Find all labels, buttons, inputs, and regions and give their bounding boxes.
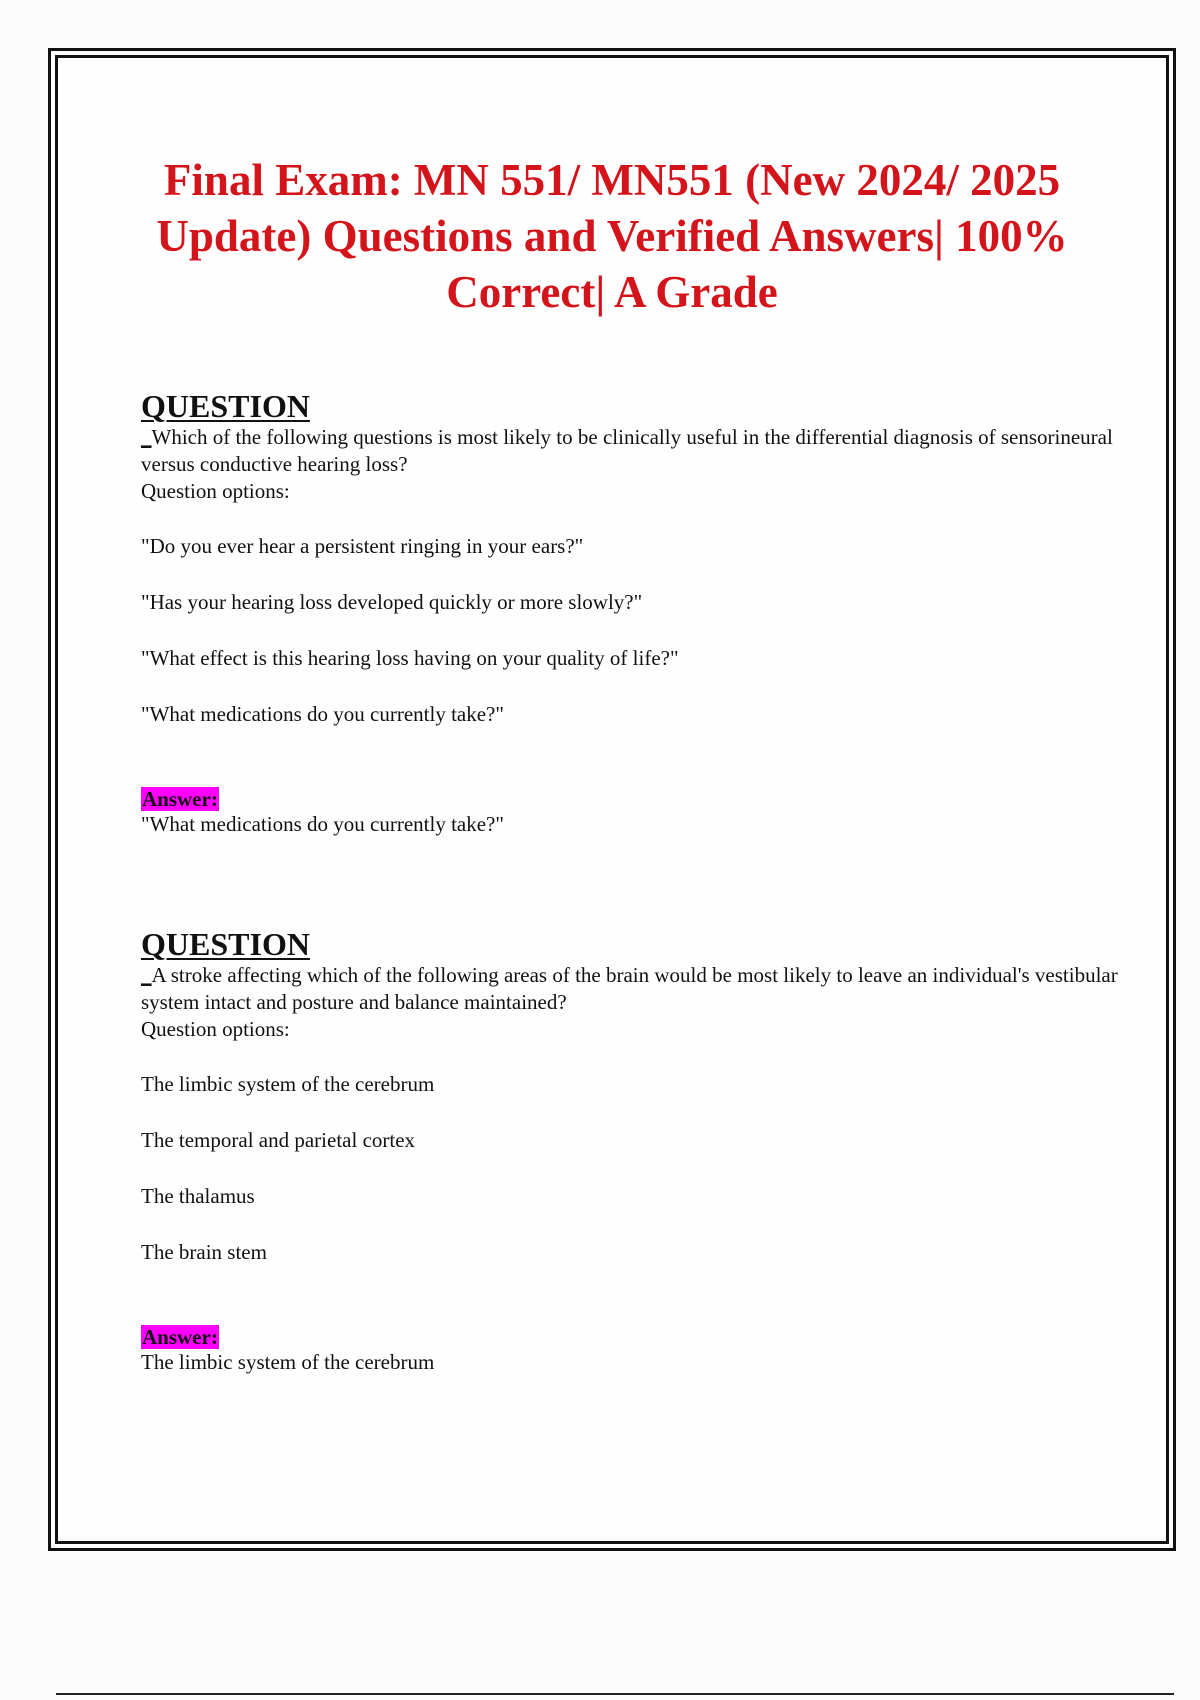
question-options-list bbox=[141, 1071, 1121, 1266]
page-frame bbox=[48, 48, 1176, 1551]
question-option: "What medications do you currently take?" bbox=[141, 702, 504, 726]
question-options-label: Question options: bbox=[141, 1017, 290, 1041]
question-lead-mark: _ bbox=[141, 963, 152, 987]
question-options-list bbox=[141, 533, 1121, 728]
question-block-1 bbox=[141, 388, 1121, 838]
question-text-body: Which of the following questions is most likely to be clinically useful in the differential diagnosis of sensorineural versus conductive hearing loss? bbox=[141, 425, 1113, 476]
question-option: The limbic system of the cerebrum bbox=[141, 1072, 435, 1096]
question-heading: QUESTION bbox=[141, 926, 310, 962]
question-text bbox=[141, 424, 1121, 478]
question-lead-mark: _ bbox=[141, 425, 152, 449]
question-option: "What effect is this hearing loss having on your quality of life?" bbox=[141, 646, 679, 670]
answer-label: Answer: bbox=[142, 1325, 218, 1349]
page-frame-inner bbox=[55, 55, 1169, 1544]
question-text bbox=[141, 962, 1121, 1016]
question-options-label: Question options: bbox=[141, 479, 290, 503]
answer-text: "What medications do you currently take?" bbox=[141, 812, 504, 836]
question-block-2 bbox=[141, 926, 1121, 1376]
question-heading: QUESTION bbox=[141, 388, 310, 424]
question-option: The brain stem bbox=[141, 1240, 267, 1264]
question-text-body: A stroke affecting which of the following areas of the brain would be most likely to leave an individual's vestibular system intact and posture and balance maintained? bbox=[141, 963, 1118, 1014]
question-option: The thalamus bbox=[141, 1184, 255, 1208]
question-option: The temporal and parietal cortex bbox=[141, 1128, 416, 1152]
question-option: "Has your hearing loss developed quickly or more slowly?" bbox=[141, 590, 643, 614]
bottom-divider bbox=[56, 1693, 1174, 1695]
answer-text: The limbic system of the cerebrum bbox=[141, 1350, 435, 1374]
document-title: Final Exam: MN 551/ MN551 (New 2024/ 2025 Update) Questions and Verified Answers| 100% Correct| A Grade bbox=[156, 155, 1068, 317]
answer-label: Answer: bbox=[142, 787, 218, 811]
question-option: "Do you ever hear a persistent ringing in your ears?" bbox=[141, 534, 584, 558]
